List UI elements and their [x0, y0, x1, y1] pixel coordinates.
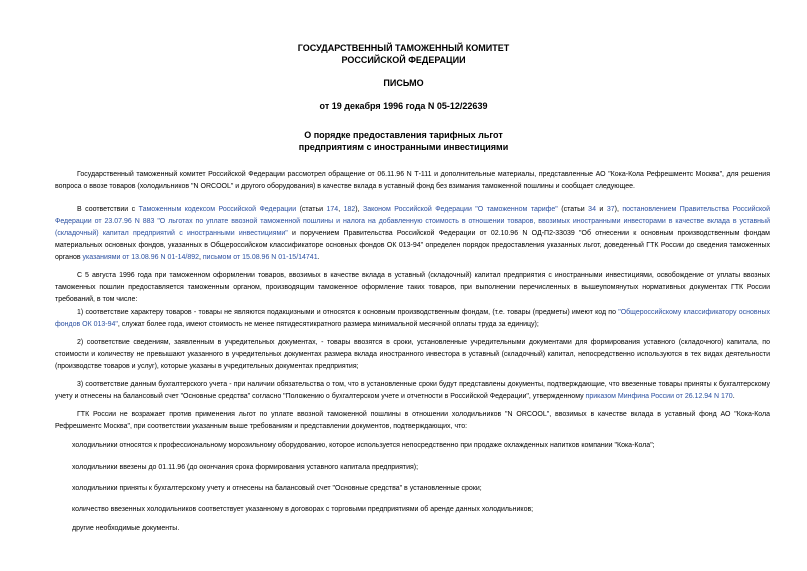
- list-item: холодильники приняты к бухгалтерскому учету и отнесены на балансовый счет "Основные средства" в установленные сроки;: [72, 485, 482, 492]
- link-article-34[interactable]: 34: [588, 206, 596, 213]
- requirement-1: 1) соответствие характеру товаров - товары не являются подакцизными и относятся к основным производственным фондам, (т.е. товары (предметы) имеют код по "Общероссийскому классификатору основных фондов ОК 013-94", служат более года, имеют стоимость не менее пятидесятикратного размера минимальной месячной оплаты труда за единицу);: [55, 309, 770, 328]
- link-article-37[interactable]: 37: [606, 206, 615, 213]
- subject-line1: О порядке предоставления тарифных льгот: [304, 130, 503, 140]
- link-resolution-883[interactable]: постановлением Правительства Российской Федерации от 23.07.96 N 883 "О льготах по уплате ввозной таможенной пошлины и налога на добавленную стоимость в отношении товаров, ввозимых иностранными инвесторами в качестве вклада в уставный (складочный) капитал предприятий с иностранными инвестициями": [55, 206, 770, 237]
- paragraph-intro: Государственный таможенный комитет Российской Федерации рассмотрел обращение от 06.11.96 N Т-111 и дополнительные материалы, представленные АО "Кока-Кола Рефрешментс Москва", для решения вопроса о ввозе товаров (холодильников "N ORCOOL" и другого оборудования) в качестве вклада в уставный фонд без взимания таможенной пошлины и сообщает следующее.: [55, 171, 770, 190]
- paragraph-decision: ГТК России не возражает против применения льгот по уплате ввозной таможенной пошлины в отношении холодильников "N ORCOOL", ввозимых в качестве вклада в уставный фонд АО "Кока-Кола Рефрешментс Москва", при соответствии указанным выше требованиям и представлении документов, подтверждающих, что:: [55, 411, 770, 430]
- link-article-174[interactable]: 174: [326, 206, 339, 213]
- requirement-3: 3) соответствие данным бухгалтерского учета - при наличии обязательства о том, что в установленные сроки будут представлены документы, подтверждающие, что ввезенные товары приняты к бухгалтерскому учету и отнесены на балансовый счет "Основные средства" согласно "Положению о бухгалтерском учете и отчетности в Российской Федерации", утвержденному приказом Минфина России от 26.12.94 N 170.: [55, 381, 770, 400]
- list-item: холодильники относятся к профессиональному морозильному оборудованию, которое используется непосредственно при продаже охлажденных напитков компании "Кока-Кола";: [72, 442, 655, 449]
- link-minfin-order-170[interactable]: приказом Минфина России от 26.12.94 N 170: [585, 393, 733, 400]
- link-law-customs-tariff[interactable]: Законом Российской Федерации "О таможенном тарифе": [363, 206, 558, 213]
- doc-type: ПИСЬМО: [383, 78, 424, 88]
- link-classifier-ok013[interactable]: "Общероссийскому классификатору основных фондов ОК 013-94": [55, 309, 770, 328]
- paragraph-legal-basis: В соответствии с Таможенным кодексом Российской Федерации (статьи 174, 182), Законом Российской Федерации "О таможенном тарифе" (статьи 34 и 37), постановлением Правительства Российской Федерации от 23.07.96 N 883 "О льготах по уплате ввозной таможенной пошлины и налога на добавленную стоимость в отношении товаров, ввозимых иностранными инвесторами в качестве вклада в уставный (складочный) капитал предприятий с иностранными инвестициями" и поручением Правительства Российской Федерации от 02.10.96 N ОД-П2-33039 "Об отнесении к основным производственным фондам материальных основных фондов, указанных в Общероссийском классификаторе основных фондов ОК 013-94" определен порядок предоставления указанных льгот, доведенный ГТК России до сведения таможенных органов указаниями от 13.08.96 N 01-14/892, письмом от 15.08.96 N 01-15/14741.: [55, 206, 770, 261]
- link-instructions-892[interactable]: указаниями от 13.08.96 N 01-14/892: [82, 254, 199, 261]
- list-item: количество ввезенных холодильников соответствует указанному в договорах с торговыми предприятиями об аренде данных холодильников;: [72, 506, 534, 513]
- list-item: другие необходимые документы.: [72, 525, 180, 532]
- link-customs-code[interactable]: Таможенным кодексом Российской Федерации: [138, 206, 297, 213]
- link-letter-14741[interactable]: письмом от 15.08.96 N 01-15/14741: [202, 254, 318, 261]
- org-title-line1: ГОСУДАРСТВЕННЫЙ ТАМОЖЕННЫЙ КОМИТЕТ: [297, 43, 510, 53]
- paragraph-requirements: С 5 августа 1996 года при таможенном оформлении товаров, ввозимых в качестве вклада в уставный (складочный) капитал предприятия с иностранными инвестициями, освобождение от уплаты ввозных таможенных пошлин предоставляется таможенным органом, производящим таможенное оформление таких товаров, при выполнении перечисленных в вышеупомянутых нормативных документах ГТК России требований, в том числе:: [55, 272, 770, 303]
- subject-line2: предприятиям с иностранными инвестициями: [298, 142, 509, 152]
- org-title-line2: РОССИЙСКОЙ ФЕДЕРАЦИИ: [341, 55, 466, 65]
- list-item: холодильники ввезены до 01.11.96 (до окончания срока формирования уставного капитала предприятия);: [72, 464, 419, 471]
- requirement-2: 2) соответствие сведениям, заявленным в учредительных документах, - товары ввозятся в сроки, установленные учредительными документами для формирования уставного (складочного) капитала, по стоимости и количеству не превышают указанного в учредительных документах размера вклада иностранного инвестора в уставный (складочный) капитал, непосредственно используются в тех видах деятельности (производстве товаров и услуг), которые указаны в учредительных документах предприятия;: [55, 339, 770, 370]
- doc-date-number: от 19 декабря 1996 года N 05-12/22639: [319, 101, 488, 111]
- link-article-182[interactable]: 182: [343, 206, 356, 213]
